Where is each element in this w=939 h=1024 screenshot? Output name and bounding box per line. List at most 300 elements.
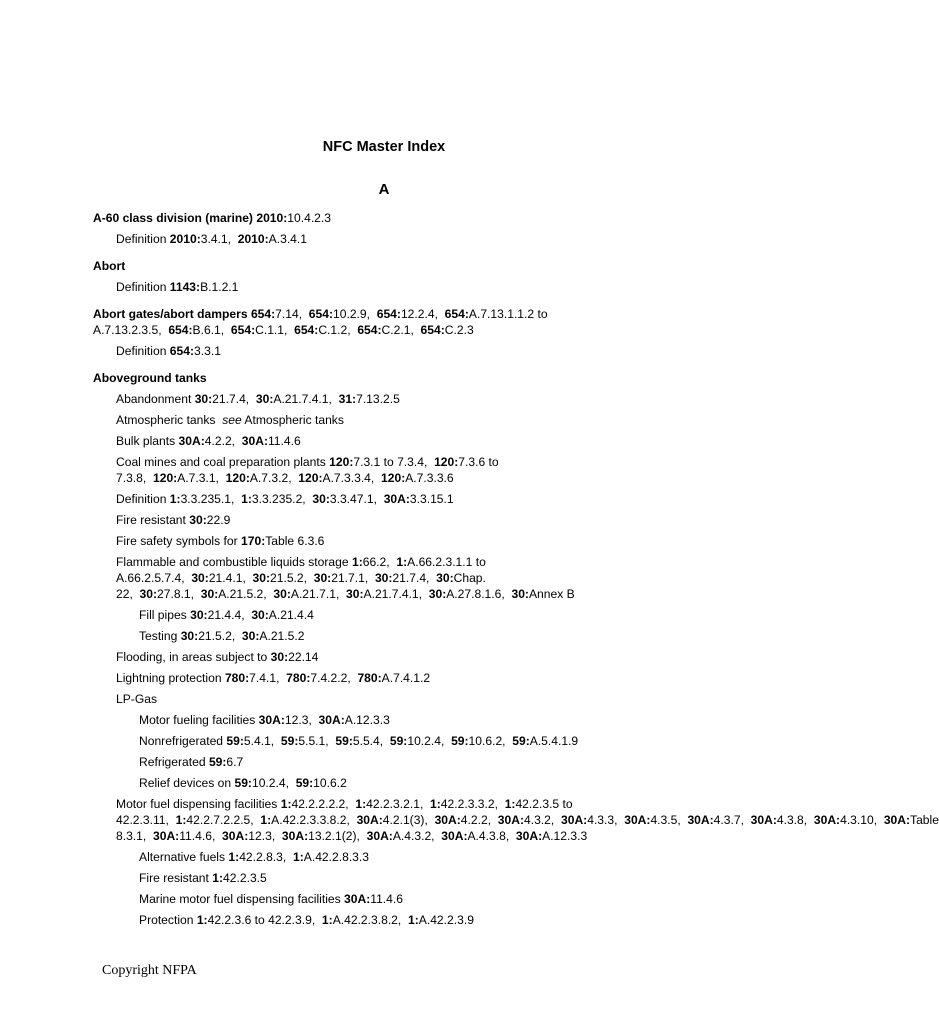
code-reference [352,555,386,569]
code-reference [314,571,365,585]
code-number: 30A: [515,829,543,843]
section-number: A.42.2.3.8.2 [332,913,398,927]
entry-term: Fire resistant [116,513,186,527]
code-number: 30: [200,587,219,601]
code-reference [357,671,430,685]
code-reference [384,492,454,506]
index-entry: Bulk plants 30A:4.2.2, 30A:11.4.6 [116,434,301,448]
section-number: 42.2.7.2.2.5 [186,813,251,827]
section-number: 7.3.1 to 7.3.4 [353,455,424,469]
code-reference [271,650,319,664]
entry-term: Abort gates/abort dampers [93,307,248,321]
code-number: 1: [212,871,224,885]
code-reference [441,829,506,843]
code-reference [231,323,284,337]
section-number: A.7.3.2 [249,471,289,485]
section-number: 21.5.2 [198,629,232,643]
code-reference [189,513,230,527]
section-number: 27.8.1 [157,587,191,601]
index-entry: Nonrefrigerated 59:5.4.1, 59:5.5.1, 59:5.5.4, 59:10.2.4, 59:10.6.2, 59:A.5.4.1.9 [139,734,579,748]
code-reference [170,344,221,358]
code-number: 30: [273,587,291,601]
section-number: C.1.2 [318,323,348,337]
section-number: C.2.1 [381,323,411,337]
code-number: 30: [346,587,364,601]
section-number: 3.3.235.1 [180,492,231,506]
section-number: A.27.8.1.6 [446,587,502,601]
code-number: 30A: [497,813,524,827]
section-number: B.1.2.1 [200,280,239,294]
section-number: A.42.2.3.3.8.2 [271,813,347,827]
code-reference [225,671,276,685]
entry-term: Fire safety symbols for [116,534,238,548]
code-reference [298,471,371,485]
code-reference [357,813,425,827]
code-reference [421,323,474,337]
code-number: 780: [224,671,250,685]
entry-term: Nonrefrigerated [139,734,224,748]
section-number: 12.3 [248,829,272,843]
entry-term: Atmospheric tanks [116,413,216,427]
section-number: Table 6.3.6 [265,534,325,548]
code-number: 1: [430,797,441,811]
code-number: 30A: [281,829,309,843]
code-number: 780: [286,671,311,685]
code-number: 1: [280,797,292,811]
code-reference [179,434,232,448]
code-reference [273,587,336,601]
code-reference [322,913,398,927]
index-entry [93,754,683,770]
code-reference [253,571,304,585]
index-entry: Definition 2010:3.4.1, 2010:A.3.4.1 [116,232,307,246]
section-number: 66.2 [362,555,387,569]
code-number: 30: [241,629,260,643]
index-entry [93,870,683,886]
index-entry [93,512,683,528]
section-number: 42.2.3.6 to 42.2.3.9 [207,913,312,927]
code-number: 59: [295,776,314,790]
code-number: 30: [252,571,271,585]
section-number: B.6.1 [192,323,221,337]
section-number: 12.3 [284,713,309,727]
entry-term: Relief devices on [139,776,232,790]
section-number: A.21.5.2 [218,587,264,601]
entry-term: Flooding, in areas subject to [116,650,268,664]
code-number: 59: [280,734,299,748]
code-reference [319,713,390,727]
code-number: 30: [436,571,454,585]
entry-term: Marine motor fuel dispensing facilities [139,892,341,906]
section-number: 7.14 [275,307,299,321]
code-reference [281,734,325,748]
entry-term: Definition [116,344,167,358]
code-reference [294,323,347,337]
code-reference [751,813,804,827]
code-reference [281,797,346,811]
code-reference [312,492,373,506]
code-number: 30: [194,392,213,406]
index-entry [93,691,683,707]
code-number: 30: [312,492,330,506]
code-reference [242,629,305,643]
section-number: Table 8.3.1 [116,813,939,843]
code-number: 170: [241,534,266,548]
code-number: 30A: [883,813,911,827]
code-number: 120: [298,471,323,485]
section-number: A.12.3.3 [542,829,588,843]
entry-term: Fire resistant [139,871,209,885]
code-reference [346,587,419,601]
code-reference [814,813,874,827]
code-reference [201,587,264,601]
code-number: 780: [357,671,382,685]
code-number: 1: [196,913,208,927]
section-number: A.21.4.4 [268,608,314,622]
code-reference [176,813,251,827]
section-number: A.21.7.4.1 [273,392,329,406]
code-reference [191,571,242,585]
code-number: 30A: [750,813,777,827]
section-number: 4.3.8 [776,813,804,827]
code-reference [226,471,289,485]
code-reference [390,734,441,748]
entry-term: LP-Gas [116,692,157,706]
code-number: 1: [355,797,367,811]
code-number: 654: [308,307,334,321]
code-reference [153,471,216,485]
code-reference [408,913,474,927]
code-number: 59: [234,776,252,790]
code-number: 120: [329,455,354,469]
section-number: 7.13.2.5 [356,392,400,406]
code-reference [222,829,272,843]
code-number: 30A: [813,813,841,827]
see-reference: see [222,413,242,427]
code-number: 1: [169,492,181,506]
section-number: A.4.3.2 [392,829,432,843]
section-number: 22.14 [288,650,319,664]
code-number: 120: [434,455,459,469]
code-number: 654: [420,323,445,337]
code-reference [687,813,740,827]
code-reference [357,323,410,337]
index-entry: Flammable and combustible liquids storage 1:66.2, 1:A.66.2.3.1.1 to A.66.2.5.7.4, 30:21.4.1, 30:21.5.2, 30:21.7.1, 30:21.7.4, 30:Chap. 22, 30:27.8.1, 30:A.21.5.2, 30:A.21.7.1, 30:A.21.7.4.1, 30:A.27.8.1.6, 30:Annex B [116,555,575,601]
code-number: 654: [294,323,319,337]
code-reference [242,434,301,448]
code-reference [624,813,677,827]
code-reference [309,307,367,321]
section-number: A.5.4.1.9 [529,734,579,748]
code-reference [355,797,420,811]
index-entry: Abort gates/abort dampers 654:7.14, 654:10.2.9, 654:12.2.4, 654:A.7.13.1.1.2 to A.7.13.2.3.5, 654:B.6.1, 654:C.1.1, 654:C.1.2, 654:C.2.1, 654:C.2.3 [93,307,548,337]
section-number: 21.7.1 [331,571,365,585]
code-number: 59: [451,734,469,748]
code-reference [511,587,574,601]
index-entry [93,370,683,386]
code-reference [256,392,329,406]
code-reference [296,776,347,790]
section-number: 22.9 [206,513,231,527]
section-number: 7.4.1 [249,671,277,685]
code-number: 1: [408,913,419,927]
index-entry [93,649,683,665]
section-number: 3.3.47.1 [329,492,374,506]
code-reference [251,608,314,622]
code-reference [190,608,241,622]
code-number: 30A: [366,829,393,843]
code-number: 2010: [169,232,201,246]
index-entry: Lightning protection 780:7.4.1, 780:7.4.2.2, 780:A.7.4.1.2 [116,671,431,685]
code-number: 31: [338,392,357,406]
section-number: 4.3.2 [524,813,551,827]
code-reference [430,797,495,811]
code-number: 30: [180,629,199,643]
entry-term: Abort [93,259,126,273]
code-number: 59: [389,734,408,748]
code-reference [259,713,309,727]
code-number: 1: [396,555,408,569]
section-number: 4.2.1(3) [382,813,425,827]
section-number: 42.2.3.5 [223,871,267,885]
index-entry [93,412,683,428]
section-number: 4.2.2 [460,813,488,827]
code-reference [209,755,243,769]
code-number: 30A: [383,492,410,506]
section-number: A.21.5.2 [259,629,305,643]
index-entry: Definition 1:3.3.235.1, 1:3.3.235.2, 30:3.3.47.1, 30A:3.3.15.1 [116,492,454,506]
section-number: 42.2.3.5 to 42.2.3.11 [116,797,573,827]
code-number: 59: [335,734,353,748]
code-number: 30A: [258,713,285,727]
code-number: 1: [504,797,516,811]
entry-term: Definition [116,492,167,506]
code-number: 120: [381,471,406,485]
entry-term: Refrigerated [139,755,206,769]
section-number: C.1.1 [255,323,285,337]
code-reference [181,629,232,643]
code-reference [561,813,614,827]
code-reference [375,571,426,585]
code-reference [260,813,346,827]
section-number: Annex B [528,587,575,601]
code-number: 30A: [356,813,383,827]
code-number: 30A: [318,713,345,727]
index-entry: Testing 30:21.5.2, 30:A.21.5.2 [139,629,305,643]
code-reference [170,492,231,506]
section-number: 11.4.6 [370,892,403,906]
section-number: A.42.2.3.9 [418,913,474,927]
index-entry: Motor fuel dispensing facilities 1:42.2.2.2.2, 1:42.2.3.2.1, 1:42.2.3.3.2, 1:42.2.3.5 to 42.2.3.11, 1:42.2.7.2.2.5, 1:A.42.2.3.3.8.2, 30A:4.2.1(3), 30A:4.2.2, 30A:4.3.2, 30A:4.3.3, 30A:4.3.5, 30A:4.3.7, 30A:4.3.8, 30A:4.3.10, 30A:Table 8.3.1, 30A:11.4.6, 30A:12.3, 30A:13.2.1(2), 30A:A.4.3.2, 30A:A.4.3.8, 30A:A.12.3.3 [116,797,939,843]
index-entry: Coal mines and coal preparation plants 120:7.3.1 to 7.3.4, 120:7.3.6 to 7.3.8, 120:A.7.3.1, 120:A.7.3.2, 120:A.7.3.3.4, 120:A.7.3.3.6 [116,455,499,485]
code-number: 30A: [153,829,180,843]
code-reference [241,534,324,548]
section-number: 3.3.15.1 [409,492,454,506]
section-number: 21.5.2 [270,571,304,585]
index-entries [93,210,939,928]
section-number: 7.4.2.2 [310,671,348,685]
code-number: 30: [374,571,393,585]
code-reference [293,850,369,864]
index-entry [93,279,683,295]
section-number: 10.2.4 [251,776,286,790]
code-number: 30A: [561,813,588,827]
section-number: 21.7.4 [392,571,427,585]
section-number: 21.4.1 [208,571,243,585]
section-number: 5.4.1 [243,734,271,748]
entry-term: Bulk plants [116,434,176,448]
section-number: 4.3.5 [650,813,678,827]
entry-term: Lightning protection [116,671,222,685]
index-entry: Protection 1:42.2.3.6 to 42.2.3.9, 1:A.42.2.3.8.2, 1:A.42.2.3.9 [139,913,474,927]
code-number: 30: [270,650,289,664]
code-number: 1: [321,913,333,927]
section-number: 6.7 [226,755,244,769]
code-number: 654: [230,323,256,337]
section-number: A.7.3.3.4 [322,471,371,485]
code-number: 30A: [241,434,268,448]
code-number: 654: [376,307,401,321]
code-reference [429,587,502,601]
section-number: 12.2.4 [400,307,435,321]
section-number: 4.2.2 [204,434,232,448]
section-number: 10.2.4 [407,734,441,748]
code-reference [329,455,424,469]
section-number: 10.2.9 [333,307,367,321]
code-number: 30A: [441,829,468,843]
code-reference [170,280,239,294]
section-letter: A [378,181,390,198]
code-reference [140,587,191,601]
entry-term: Motor fueling facilities [139,713,256,727]
section-number: Chap. 22 [116,571,486,601]
code-number: 30A: [624,813,651,827]
code-reference [339,392,400,406]
code-number: 120: [225,471,250,485]
code-reference [335,734,379,748]
code-number: 120: [153,471,178,485]
code-number: 30: [511,587,529,601]
code-reference [238,232,307,246]
section-number: 4.3.10 [840,813,874,827]
code-reference [451,734,502,748]
entry-term: A-60 class division (marine) [93,211,253,225]
entry-term: Abandonment [116,392,192,406]
code-number: 30A: [222,829,249,843]
code-number: 1: [175,813,187,827]
code-reference [228,850,282,864]
code-number: 30A: [434,813,461,827]
section-number: A.7.4.1.2 [381,671,431,685]
section-number: C.2.3 [444,323,474,337]
section-number: 3.3.1 [194,344,221,358]
index-entry [93,258,683,274]
section-number: 3.4.1 [200,232,228,246]
section-number: A.7.13.1.1.2 to A.7.13.2.3.5 [93,307,548,337]
code-reference [367,829,432,843]
entry-term: Alternative fuels [139,850,226,864]
code-reference [516,829,587,843]
index-entry: Abandonment 30:21.7.4, 30:A.21.7.4.1, 31:7.13.2.5 [116,392,400,406]
code-number: 30: [191,571,209,585]
index-entry: Motor fueling facilities 30A:12.3, 30A:A.12.3.3 [139,713,390,727]
section-number: 10.6.2 [313,776,347,790]
section-number: 42.2.8.3 [239,850,283,864]
entry-term: Definition [116,280,167,294]
section-number: 7.3.6 to 7.3.8 [116,455,499,485]
code-reference [195,392,246,406]
section-number: A.7.3.1 [177,471,216,485]
section-number: 11.4.6 [179,829,212,843]
entry-term: Aboveground tanks [93,371,207,385]
section-number: 11.4.6 [267,434,301,448]
section-number: A.3.4.1 [268,232,307,246]
section-number: 42.2.3.2.1 [366,797,420,811]
code-reference [512,734,578,748]
index-entry [93,343,683,359]
code-number: 59: [512,734,530,748]
code-number: 30A: [344,892,371,906]
code-number: 654: [357,323,382,337]
code-reference [344,892,403,906]
index-entry: Relief devices on 59:10.2.4, 59:10.6.2 [139,776,347,790]
code-number: 2010: [256,211,288,225]
index-entry [93,210,683,226]
code-reference [197,913,312,927]
entry-term: Fill pipes [139,608,187,622]
code-number: 30: [190,608,208,622]
code-number: 1: [241,492,252,506]
code-reference [168,323,220,337]
code-reference [282,829,357,843]
section-number: A.4.3.8 [467,829,506,843]
code-reference [256,211,331,225]
code-reference [153,829,212,843]
code-reference [286,671,347,685]
code-number: 1: [351,555,363,569]
code-number: 30: [255,392,274,406]
section-number: 42.2.2.2.2 [291,797,346,811]
section-number: A.12.3.3 [344,713,390,727]
index-entry: Alternative fuels 1:42.2.8.3, 1:A.42.2.8.3.3 [139,850,369,864]
entry-term: Motor fuel dispensing facilities [116,797,278,811]
code-number: 1143: [169,280,201,294]
entry-term: Testing [139,629,178,643]
code-number: 654: [169,344,195,358]
section-number: 5.5.4 [352,734,380,748]
code-number: 30A: [178,434,205,448]
section-number: 42.2.3.3.2 [440,797,495,811]
code-reference [435,813,488,827]
section-number: 10.4.2.3 [287,211,331,225]
see-target: Atmospheric tanks [244,413,344,427]
code-number: 59: [208,755,227,769]
section-number: 21.4.4 [207,608,242,622]
code-reference [234,776,285,790]
section-number: 3.3.235.2 [251,492,303,506]
section-number: A.21.7.1 [290,587,336,601]
code-number: 654: [444,307,469,321]
code-number: 30: [251,608,269,622]
page-title: NFC Master Index [322,139,446,155]
index-entry [93,533,683,549]
code-number: 654: [250,307,276,321]
section-number: 4.3.7 [713,813,741,827]
section-number: A.66.2.3.1.1 to A.66.2.5.7.4 [116,555,486,585]
section-number: 13.2.1(2) [308,829,357,843]
index-entry: Fill pipes 30:21.4.4, 30:A.21.4.4 [139,608,314,622]
entry-term: Protection [139,913,194,927]
